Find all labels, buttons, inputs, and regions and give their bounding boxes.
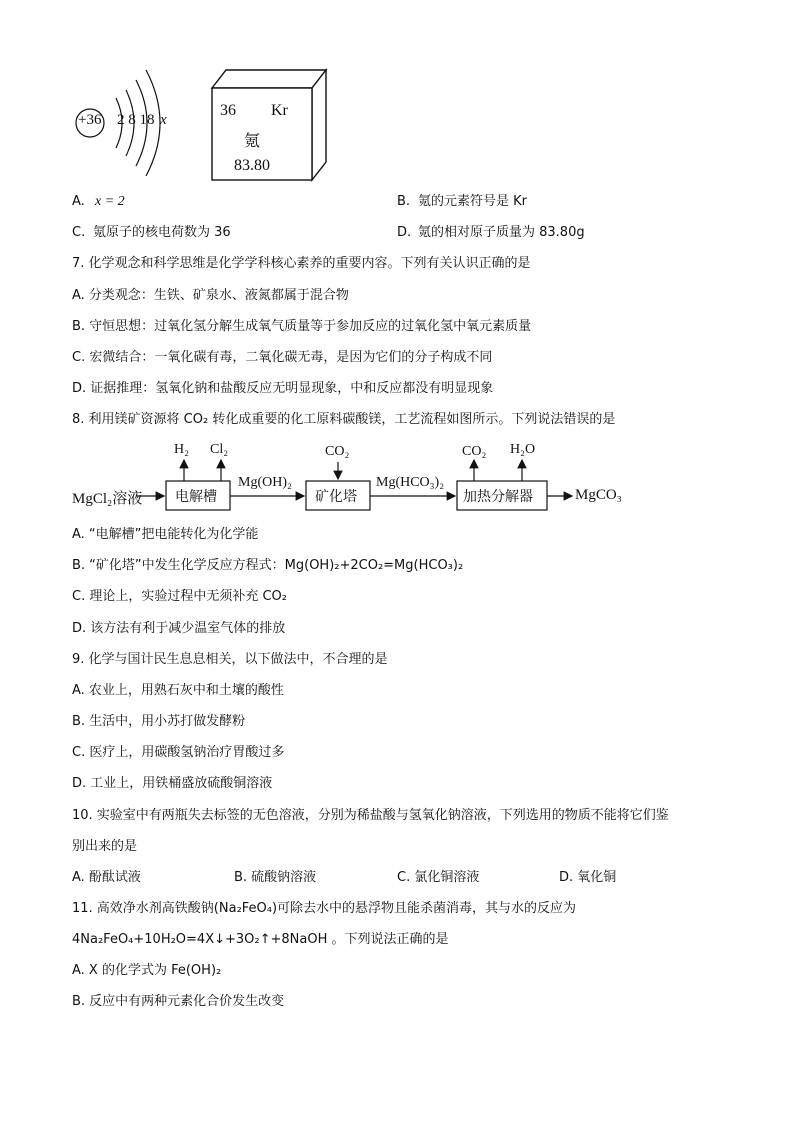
flow-h2o: H₂O (510, 442, 536, 457)
heat-decomposer-label: 加热分解器 (463, 489, 533, 505)
q9-option-a: A. 农业上，用熟石灰中和土壤的酸性 (72, 683, 284, 698)
tile-top-face (212, 70, 326, 88)
tile-atomic-number: 36 (220, 102, 236, 119)
flow-end: MgCO₃ (575, 487, 622, 503)
shell-electrons: 2 8 18 (117, 112, 155, 128)
electrolyzer-label: 电解槽 (175, 489, 217, 505)
q10-stem-line1: 10. 实验室中有两瓶失去标签的无色溶液，分别为稀盐酸与氢氧化钠溶液，下列选用的物质不能将它们鉴 (72, 808, 669, 823)
q10-option-c: C. 氯化铜溶液 (397, 870, 480, 885)
q8-option-a: A. “电解槽”把电能转化为化学能 (72, 527, 259, 542)
q6-option-a-text: x = 2 (95, 194, 125, 209)
mineralization-tower-label: 矿化塔 (315, 489, 357, 505)
q9-option-d: D. 工业上，用铁桶盛放硫酸铜溶液 (72, 776, 273, 791)
q11-option-a: A. X 的化学式为 Fe(OH)₂ (72, 963, 222, 978)
q10-option-d: D. 氧化铜 (559, 870, 617, 885)
tile-element-name: 氪 (244, 131, 261, 150)
q7-option-a: A. 分类观念：生铁、矿泉水、液氮都属于混合物 (72, 288, 349, 303)
nucleus-charge: +36 (78, 112, 102, 128)
flow-mgoh2: Mg(OH)₂ (238, 475, 292, 490)
q6-option-d-label: D. (397, 225, 412, 240)
q9-stem: 9. 化学与国计民生息息相关，以下做法中，不合理的是 (72, 652, 388, 667)
flow-start: MgCl₂溶液 (72, 491, 143, 507)
flow-co2-in: CO₂ (325, 444, 350, 459)
krypton-figure (60, 60, 360, 190)
q10-option-a: A. 酚酞试液 (72, 870, 141, 885)
q8-option-c: C. 理论上，实验过程中无须补充 CO₂ (72, 589, 287, 604)
tile-atomic-mass: 83.80 (234, 157, 270, 174)
q8-option-b: B. “矿化塔”中发生化学反应方程式：Mg(OH)₂+2CO₂=Mg(HCO₃)₂ (72, 558, 464, 573)
q6-option-c-text: 氪原子的核电荷数为 36 (93, 225, 231, 240)
q8-option-d: D. 该方法有利于减少温室气体的排放 (72, 621, 286, 636)
q7-option-c: C. 宏微结合：一氧化碳有毒，二氧化碳无毒，是因为它们的分子构成不同 (72, 350, 493, 365)
q9-option-b: B. 生活中，用小苏打做发酵粉 (72, 714, 246, 729)
q7-option-b: B. 守恒思想：过氧化氢分解生成氧气质量等于参加反应的过氧化氢中氧元素质量 (72, 319, 532, 334)
q10-stem-line2: 别出来的是 (72, 839, 138, 854)
tile-symbol: Kr (271, 102, 288, 119)
q11-stem-line1: 11. 高效净水剂高铁酸钠(Na₂FeO₄)可除去水中的悬浮物且能杀菌消毒，其与水的反应为 (72, 901, 577, 916)
q8-stem: 8. 利用镁矿资源将 CO₂ 转化成重要的化工原料碳酸镁，工艺流程如图所示。下列说法错误的是 (72, 412, 616, 427)
q7-stem: 7. 化学观念和科学思维是化学学科核心素养的重要内容。下列有关认识正确的是 (72, 256, 531, 271)
q6-option-b-text: 氪的元素符号是 Kr (418, 194, 528, 209)
q7-option-d: D. 证据推理：氢氧化钠和盐酸反应无明显现象，中和反应都没有明显现象 (72, 381, 494, 396)
outer-shell-x: x (160, 112, 167, 128)
flow-co2-out: CO₂ (462, 444, 487, 459)
q10-option-b: B. 硫酸钠溶液 (234, 870, 317, 885)
flow-h2: H₂ (174, 442, 189, 457)
q6-option-c-label: C. (72, 225, 86, 240)
q6-option-b-label: B. (397, 194, 411, 209)
flow-mghco32: Mg(HCO₃)₂ (376, 475, 445, 490)
flow-cl2: Cl₂ (210, 442, 229, 457)
q6-option-a-label: A. (72, 194, 85, 209)
process-flow-diagram (60, 440, 640, 520)
tile-side-face (312, 70, 326, 180)
q11-option-b: B. 反应中有两种元素化合价发生改变 (72, 994, 285, 1009)
q9-option-c: C. 医疗上，用碳酸氢钠治疗胃酸过多 (72, 745, 285, 760)
q11-stem-line2: 4Na₂FeO₄+10H₂O=4X↓+3O₂↑+8NaOH 。下列说法正确的是 (72, 932, 449, 947)
q6-option-d-text: 氪的相对原子质量为 83.80g (418, 225, 585, 240)
